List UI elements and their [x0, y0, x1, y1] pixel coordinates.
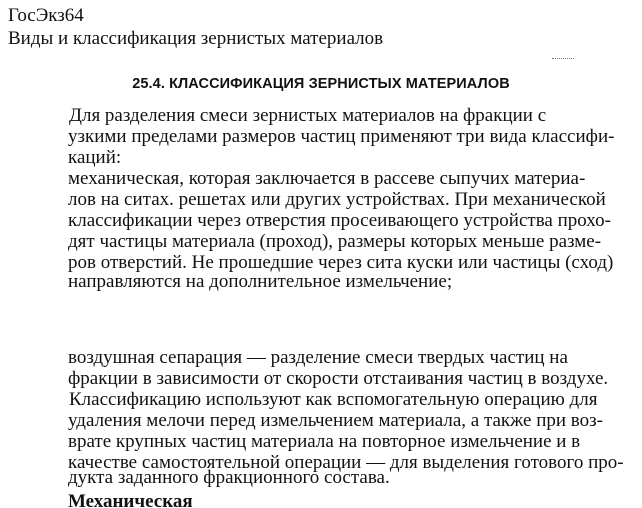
- paragraph-line: Для разделения смеси зернистых материалов на фракции с: [69, 105, 547, 126]
- paragraph-line: каций:: [68, 147, 122, 168]
- paragraph-line: механическая, которая заключается в рассеве сыпучих материа-: [68, 168, 586, 189]
- paragraph-line: Классификацию используют как вспомогательную операцию для: [69, 389, 598, 410]
- paragraph-line: фракции в зависимости от скорости отстаивания частиц в воздухе.: [68, 368, 609, 389]
- section-title: 25.4. КЛАССИФИКАЦИЯ ЗЕРНИСТЫХ МАТЕРИАЛОВ: [132, 76, 510, 92]
- cut-off-word: Механическая: [68, 491, 193, 508]
- document-subtitle: Виды и классификация зернистых материалов: [8, 28, 384, 49]
- paragraph-line: дукта заданного фракционного состава.: [68, 467, 390, 488]
- scan-artifact: [552, 58, 574, 61]
- paragraph-line: лов на ситах. решетах или других устройствах. При механической: [68, 189, 606, 210]
- paragraph-line: дят частицы материала (проход), размеры которых меньше разме-: [68, 231, 602, 252]
- paragraph-line: качестве самостоятельной операции — для выделения готового про-: [68, 452, 624, 473]
- paragraph-line: врате крупных частиц материала на повторное измельчение и в: [68, 431, 581, 452]
- cut-off-heading: [68, 488, 268, 508]
- paragraph-line: направляются на дополнительное измельчение;: [68, 271, 453, 292]
- paragraph-line: удаления мелочи перед измельчением материала, а также при воз-: [68, 410, 603, 431]
- paragraph-line: воздушная сепарация — разделение смеси твердых частиц на: [68, 347, 568, 368]
- paragraph-line: узкими пределами размеров частиц применяют три вида классифи-: [68, 126, 615, 147]
- document-id: ГосЭкз64: [8, 5, 84, 26]
- paragraph-line: ров отверстий. Не прошедшие через сита куски или частицы (сход): [68, 252, 614, 273]
- paragraph-line: классификации через отверстия просеивающего устройства прохо-: [68, 210, 611, 231]
